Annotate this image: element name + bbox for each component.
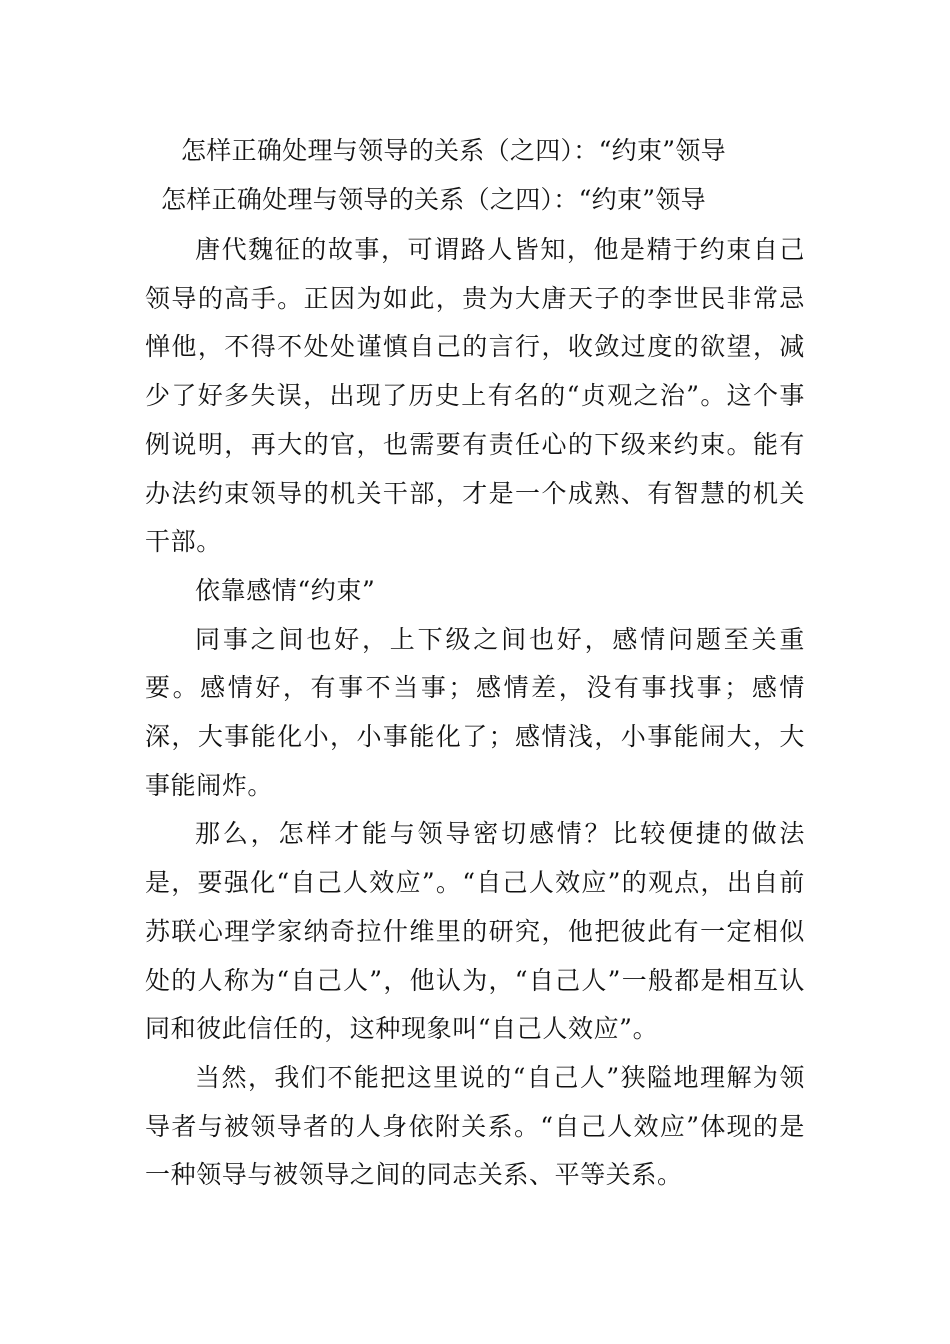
paragraph-intro: 唐代魏征的故事，可谓路人皆知，他是精于约束自己领导的高手。正因为如此，贵为大唐天子的李世民非常忌惮他，不得不处处谨慎自己的言行，收敛过度的欲望，减少了好多失误，出现了历史上有名的“贞观之治”。这个事例说明，再大的官，也需要有责任心的下级来约束。能有办法约束领导的机关干部，才是一个成熟、有智慧的机关干部。 bbox=[145, 235, 805, 557]
section-heading-emotion: 依靠感情“约束” bbox=[195, 575, 376, 605]
document-title: 怎样正确处理与领导的关系（之四）：“约束”领导 bbox=[181, 136, 726, 165]
document-subtitle: 怎样正确处理与领导的关系（之四）：“约束”领导 bbox=[161, 185, 706, 214]
paragraph-emotion: 同事之间也好，上下级之间也好，感情问题至关重要。感情好，有事不当事；感情差，没有事找事；感情深，大事能化小，小事能化了；感情浅，小事能闹大，大事能闹炸。 bbox=[145, 624, 805, 800]
paragraph-self-effect: 那么，怎样才能与领导密切感情？比较便捷的做法是，要强化“自己人效应”。“自己人效应”的观点，出自前苏联心理学家纳奇拉什维里的研究，他把彼此有一定相似处的人称为“自己人”，他认为，“自己人”一般都是相互认同和彼此信任的，这种现象叫“自己人效应”。 bbox=[145, 819, 805, 1044]
document-body bbox=[145, 226, 805, 1200]
paragraph-equality: 当然，我们不能把这里说的“自己人”狭隘地理解为领导者与被领导者的人身依附关系。“自己人效应”体现的是一种领导与被领导之间的同志关系、平等关系。 bbox=[145, 1062, 805, 1190]
